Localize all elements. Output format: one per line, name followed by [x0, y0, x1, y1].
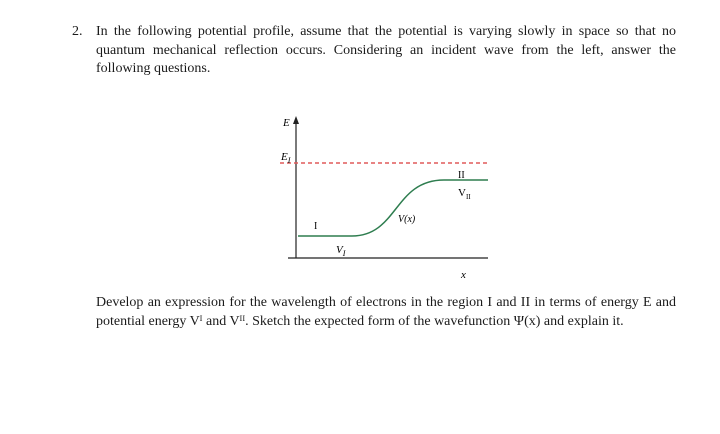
curve-label: V(x)	[398, 214, 416, 225]
v1-label: $V_I$	[336, 244, 346, 258]
v2-label: $V_{II}$	[458, 187, 471, 201]
energy-label: $E_I$	[281, 151, 291, 165]
question-number: 2.	[72, 24, 83, 39]
y-axis-label: E	[283, 117, 290, 129]
potential-curve	[298, 180, 488, 236]
question-followup: Develop an expression for the wavelength of electrons in the region I and II in terms of energy E and potential energy Vᴵ and Vᴵᴵ. Sketch the expected form of the wavefunction Ψ(x) and explain it.	[96, 295, 676, 329]
y-axis-arrow	[293, 116, 299, 124]
region-2-label: II	[458, 170, 465, 181]
x-axis-label: x	[461, 269, 466, 281]
region-1-label: I	[314, 221, 318, 232]
question-intro: In the following potential profile, assume that the potential is varying slowly in space so that no quantum mechanical reflection occurs. Considering an incident wave from the left, answer the following questions.	[96, 24, 676, 76]
